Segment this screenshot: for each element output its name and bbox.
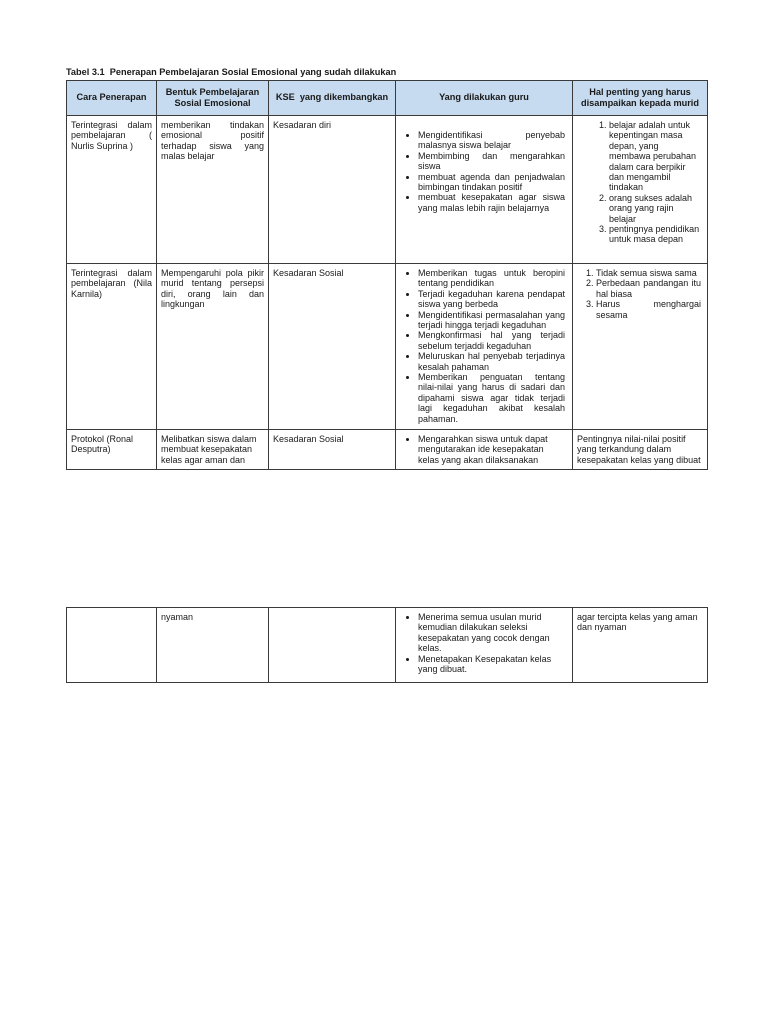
cell-kse: Kesadaran Sosial	[269, 264, 396, 430]
cell-bentuk-pembelajaran: Mempengaruhi pola pikir murid tentang persepsi diri, orang lain dan lingkungan	[157, 264, 269, 430]
list-item: • Menetapakan Kesepakatan kelas yang dibuat.	[418, 654, 565, 675]
list-item: 3. Harus menghargai sesama	[596, 299, 701, 320]
cell-cara-penerapan: Terintegrasi dalam pembelajaran (Nila Karnila)	[67, 264, 157, 430]
cell-yang-dilakukan-guru	[396, 116, 573, 264]
list-item: 1. belajar adalah untuk kepentingan masa depan, yang membawa perubahan dalam cara berpikir dan mengambil tindakan	[609, 120, 701, 193]
numbered-list	[577, 268, 701, 320]
list-item: • Memberikan tugas untuk beropini tentang pendidikan	[418, 268, 565, 289]
data-table-continuation	[66, 607, 708, 683]
cell-hal-penting: Pentingnya nilai-nilai positif yang terkandung dalam kesepakatan kelas yang dibuat	[573, 430, 708, 470]
cell-kse: Kesadaran Sosial	[269, 430, 396, 470]
cell-cara-penerapan: Protokol (Ronal Desputra)	[67, 430, 157, 470]
bullet-list	[401, 612, 565, 674]
list-item: • Mengidentifikasi penyebab malasnya siswa belajar	[418, 130, 565, 151]
table-row	[67, 608, 708, 683]
list-item: 3. pentingnya pendidikan untuk masa depan	[609, 224, 701, 245]
bullet-list	[401, 130, 565, 213]
list-item: • Mengidentifikasi permasalahan yang terjadi hingga terjadi kegaduhan	[418, 310, 565, 331]
header-cara-penerapan: Cara Penerapan	[67, 81, 157, 116]
numbered-list	[577, 120, 701, 245]
list-item: 2. orang sukses adalah orang yang rajin belajar	[609, 193, 701, 224]
table-row	[67, 116, 708, 264]
cell-bentuk-pembelajaran: memberikan tindakan emosional positif terhadap siswa yang malas belajar	[157, 116, 269, 264]
list-item: 2. Perbedaan pandangan itu hal biasa	[596, 278, 701, 299]
cell-bentuk-pembelajaran: nyaman	[157, 608, 269, 683]
cell-hal-penting: agar tercipta kelas yang aman dan nyaman	[573, 608, 708, 683]
header-yang-dilakukan-guru: Yang dilakukan guru	[396, 81, 573, 116]
cell-kse: Kesadaran diri	[269, 116, 396, 264]
list-item: 1. Tidak semua siswa sama	[596, 268, 701, 278]
list-item: • Meluruskan hal penyebab terjadinya kesalah pahaman	[418, 351, 565, 372]
cell-hal-penting	[573, 116, 708, 264]
bullet-list	[401, 434, 565, 465]
table-caption: Tabel 3.1 Penerapan Pembelajaran Sosial Emosional yang sudah dilakukan	[66, 67, 397, 77]
table-header-row	[67, 81, 708, 116]
header-hal-penting: Hal penting yang harus disampaikan kepada murid	[573, 81, 708, 116]
list-item: • membuat agenda dan penjadwalan bimbingan tindakan positif	[418, 172, 565, 193]
cell-cara-penerapan	[67, 608, 157, 683]
cell-kse	[269, 608, 396, 683]
cell-hal-penting	[573, 264, 708, 430]
cell-yang-dilakukan-guru	[396, 264, 573, 430]
list-item: • Terjadi kegaduhan karena pendapat siswa yang berbeda	[418, 289, 565, 310]
list-item: • Membimbing dan mengarahkan siswa	[418, 151, 565, 172]
table-row	[67, 264, 708, 430]
cell-cara-penerapan: Terintegrasi dalam pembelajaran ( Nurlis Suprina )	[67, 116, 157, 264]
cell-yang-dilakukan-guru	[396, 608, 573, 683]
list-item: • Menerima semua usulan murid kemudian dilakukan seleksi kesepakatan yang cocok dengan kelas.	[418, 612, 565, 654]
header-bentuk-pembelajaran: Bentuk Pembelajaran Sosial Emosional	[157, 81, 269, 116]
table-row	[67, 430, 708, 470]
bullet-list	[401, 268, 565, 424]
list-item: • Memberikan penguatan tentang nilai-nilai yang harus di sadari dan dipahami siswa agar tidak terjadi lagi kegaduhan akibat kesalah pahaman.	[418, 372, 565, 424]
list-item: • Mengkonfirmasi hal yang terjadi sebelum terjaddi kegaduhan	[418, 330, 565, 351]
cell-bentuk-pembelajaran: Melibatkan siswa dalam membuat kesepakatan kelas agar aman dan	[157, 430, 269, 470]
data-table	[66, 80, 708, 470]
header-kse: KSE yang dikembangkan	[269, 81, 396, 116]
list-item: • Mengarahkan siswa untuk dapat mengutarakan ide kesepakatan kelas yang akan dilaksanakan	[418, 434, 565, 465]
cell-yang-dilakukan-guru	[396, 430, 573, 470]
list-item: • membuat kesepakatan agar siswa yang malas lebih rajin belajarnya	[418, 192, 565, 213]
